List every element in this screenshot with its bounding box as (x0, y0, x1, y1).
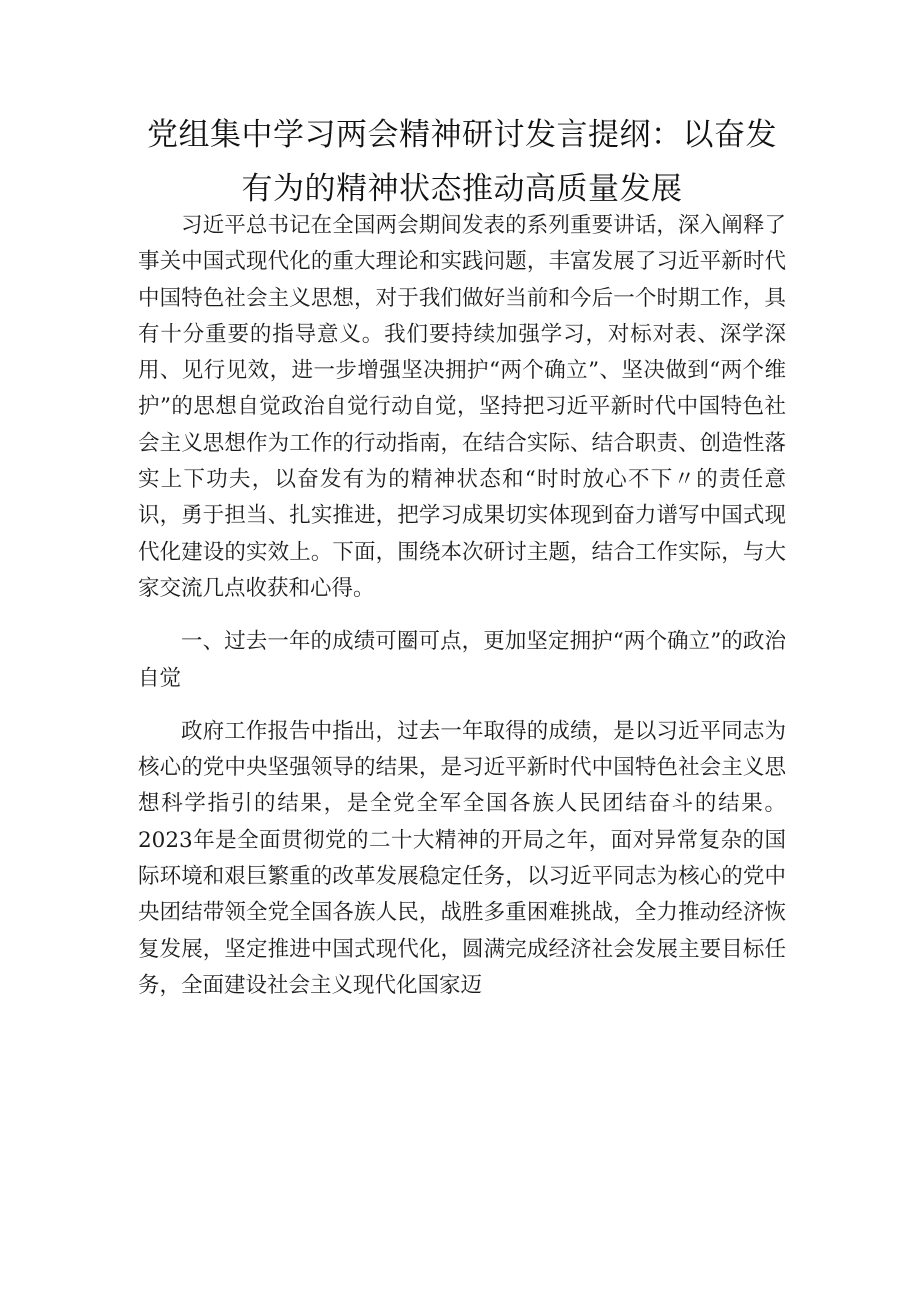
document-body (138, 208, 786, 1004)
paragraph-section-1: 政府工作报告中指出，过去一年取得的成绩，是以习近平同志为核心的党中央坚强领导的结果，是习近平新时代中国特色社会主义思想科学指引的结果，是全党全军全国各族人民团结奋斗的结果。2023年是全面贯彻党的二十大精神的开局之年，面对异常复杂的国际环境和艰巨繁重的改革发展稳定任务，以习近平同志为核心的党中央团结带领全党全国各族人民，战胜多重困难挑战，全力推动经济恢复发展，坚定推进中国式现代化，圆满完成经济社会发展主要目标任务，全面建设社会主义现代化国家迈 (138, 718, 786, 998)
section-heading-1: 一、过去一年的成绩可圈可点，更加坚定拥护“两个确立”的政治自觉 (138, 629, 786, 691)
paragraph-intro: 习近平总书记在全国两会期间发表的系列重要讲话，深入阐释了事关中国式现代化的重大理论和实践问题，丰富发展了习近平新时代中国特色社会主义思想，对于我们做好当前和今后一个时期工作，具有十分重要的指导意义。我们要持续加强学习，对标对表、深学深用、见行见效，进一步增强坚决拥护“两个确立”、坚决做到“两个维护”的思想自觉政治自觉行动自觉，坚持把习近平新时代中国特色社会主义思想作为工作的行动指南，在结合实际、结合职责、创造性落实上下功夫，以奋发有为的精神状态和“时时放心不下〃的责任意识，勇于担当、扎实推进，把学习成果切实体现到奋力谱写中国式现代化建设的实效上。下面，围绕本次研讨主题，结合工作实际，与大家交流几点收获和心得。 (138, 213, 786, 601)
document-title: 党组集中学习两会精神研讨发言提纲：以奋发有为的精神状态推动高质量发展 (147, 117, 777, 207)
